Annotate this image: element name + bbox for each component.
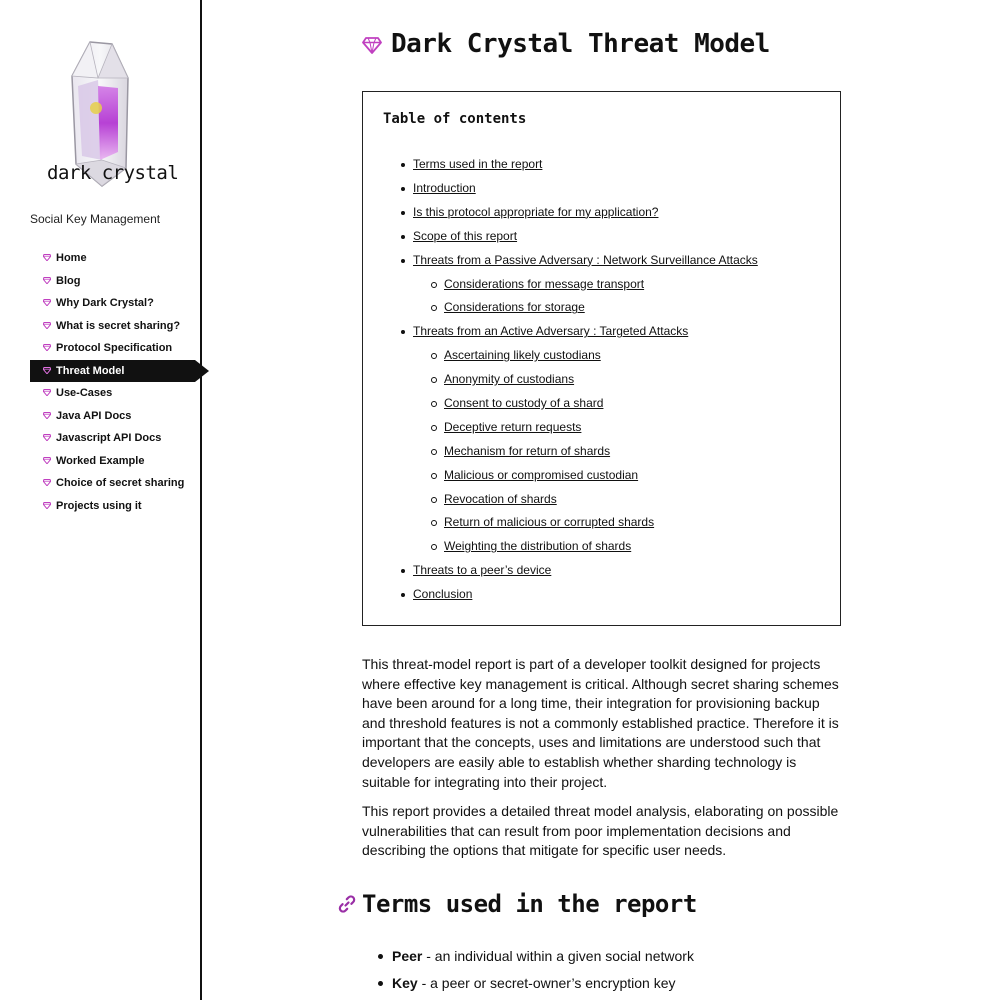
gem-icon [43,502,51,509]
toc-link-peer-device[interactable]: Threats to a peer’s device [413,563,552,578]
toc-item[interactable] [413,249,758,273]
gem-icon [43,457,51,464]
sidebar-item-label: Javascript API Docs [56,432,162,444]
sidebar-item-secret-sharing[interactable] [30,315,196,338]
sidebar-item-label: Java API Docs [56,409,132,422]
sidebar-item-projects-using-it[interactable] [30,495,196,518]
toc-title: Table of contents [383,111,527,127]
gem-icon [43,389,51,396]
toc-subitem[interactable] [444,464,654,488]
term-definition: - an individual within a given social network [422,948,694,964]
list-item [392,971,694,998]
sidebar-nav [30,247,196,517]
toc-subitem[interactable] [444,273,644,297]
sidebar-item-label: Home [56,252,87,264]
sidebar-item-label: Use-Cases [56,387,113,399]
toc-link-revocation[interactable]: Revocation of shards [444,491,557,506]
sidebar-item-home[interactable] [30,247,196,270]
tagline: Social Key Management [30,212,161,226]
sidebar-item-blog[interactable] [30,270,196,293]
gem-icon [43,367,51,374]
toc-link-ascertaining[interactable]: Ascertaining likely custodians [444,348,601,363]
sidebar-item-label: Why Dark Crystal? [56,297,154,309]
sidebar-item-label: Blog [56,274,81,287]
sidebar-item-label: Worked Example [56,454,145,467]
toc-item[interactable] [413,153,758,177]
term: Key [392,975,418,991]
list-item [392,944,694,971]
toc-subitem[interactable] [444,535,654,559]
toc-link-introduction[interactable]: Introduction [413,180,476,195]
sidebar-item-why-dark-crystal[interactable] [30,292,196,315]
toc-link-passive-adversary[interactable]: Threats from a Passive Adversary : Network Surveillance Attacks [413,252,758,267]
toc-item[interactable] [413,583,551,607]
intro-paragraph: This report provides a detailed threat model analysis, elaborating on possible vulnerabilities that can result from poor implementation decisions and describing the options that mitigate for specific user needs. [362,803,839,859]
terms-list [392,944,694,998]
sidebar-item-use-cases[interactable] [30,382,196,405]
toc-link-anonymity[interactable]: Anonymity of custodians [444,372,575,387]
sidebar-item-label: Projects using it [56,499,142,512]
gem-icon [43,254,51,261]
toc-link-storage[interactable]: Considerations for storage [444,300,585,315]
gem-icon [43,479,51,486]
gem-icon [43,434,51,441]
toc-link-malicious-custodian[interactable]: Malicious or compromised custodian [444,467,639,482]
gem-icon [43,344,51,351]
toc-item[interactable] [413,559,551,583]
toc-sublist [444,273,644,321]
logo-text: dark crystal [47,162,179,184]
toc-subitem[interactable] [444,440,654,464]
toc-subitem[interactable] [444,511,654,535]
toc-subitem[interactable] [444,368,654,392]
toc-link-return-malicious[interactable]: Return of malicious or corrupted shards [444,515,655,530]
sidebar-item-java-api-docs[interactable] [30,405,196,428]
sidebar-item-javascript-api-docs[interactable] [30,427,196,450]
toc-item[interactable] [413,177,758,201]
toc-item[interactable] [413,320,688,344]
toc-link-active-adversary[interactable]: Threats from an Active Adversary : Targeted Attacks [413,324,689,339]
section-heading: Terms used in the report [362,890,697,918]
sidebar-item-threat-model[interactable] [30,360,195,383]
toc-subitem[interactable] [444,296,644,320]
toc-link-deceptive[interactable]: Deceptive return requests [444,419,582,434]
toc-item[interactable] [413,201,758,225]
toc-link-terms[interactable]: Terms used in the report [413,157,543,171]
page-title: Dark Crystal Threat Model [391,29,770,59]
sidebar-item-label: Threat Model [56,364,125,377]
toc-list [413,320,688,344]
sidebar-item-label: What is secret sharing? [56,319,181,332]
intro-paragraph: This threat-model report is part of a developer toolkit designed for projects where effective key management is critical. Although secret sharing schemes have been around for a long time, their integration for provisioning backup and threshold features is not a commonly established practice. Therefore it is important that the concepts, uses and limitations are understood such that developers are easily able to establish whether sharding technology is suitable for integrating into their project. [362,656,839,790]
toc-link-mechanism[interactable]: Mechanism for return of shards [444,443,611,458]
toc-item[interactable] [413,225,758,249]
toc-link-weighting[interactable]: Weighting the distribution of shards [444,539,632,554]
toc-list [413,153,758,272]
page-title-row [362,26,770,62]
gem-icon [362,37,382,54]
gem-icon [43,322,51,329]
toc-link-appropriate[interactable]: Is this protocol appropriate for my application? [413,204,659,219]
gem-icon [43,412,51,419]
term: Peer [392,948,423,964]
logo[interactable] [40,36,179,196]
link-icon[interactable] [338,895,356,913]
section-heading-row [338,886,697,922]
toc-link-message-transport[interactable]: Considerations for message transport [444,276,645,291]
toc-subitem[interactable] [444,392,654,416]
toc-link-consent[interactable]: Consent to custody of a shard [444,395,604,410]
toc-subitem[interactable] [444,488,654,512]
toc-link-conclusion[interactable]: Conclusion [413,587,473,602]
toc-link-scope[interactable]: Scope of this report [413,228,518,243]
sidebar [0,0,202,1000]
toc-subitem[interactable] [444,344,654,368]
toc-sublist [444,344,654,559]
sidebar-item-label: Protocol Specification [56,342,173,354]
sidebar-item-protocol-specification[interactable] [30,337,196,360]
sidebar-item-choice-of-secret-sharing[interactable] [30,472,196,495]
table-of-contents [362,91,841,626]
gem-icon [43,277,51,284]
toc-subitem[interactable] [444,416,654,440]
gem-icon [43,299,51,306]
sidebar-item-label: Choice of secret sharing [56,477,185,489]
sidebar-item-worked-example[interactable] [30,450,196,473]
toc-list [413,559,551,607]
term-definition: - a peer or secret-owner’s encryption key [417,975,676,991]
